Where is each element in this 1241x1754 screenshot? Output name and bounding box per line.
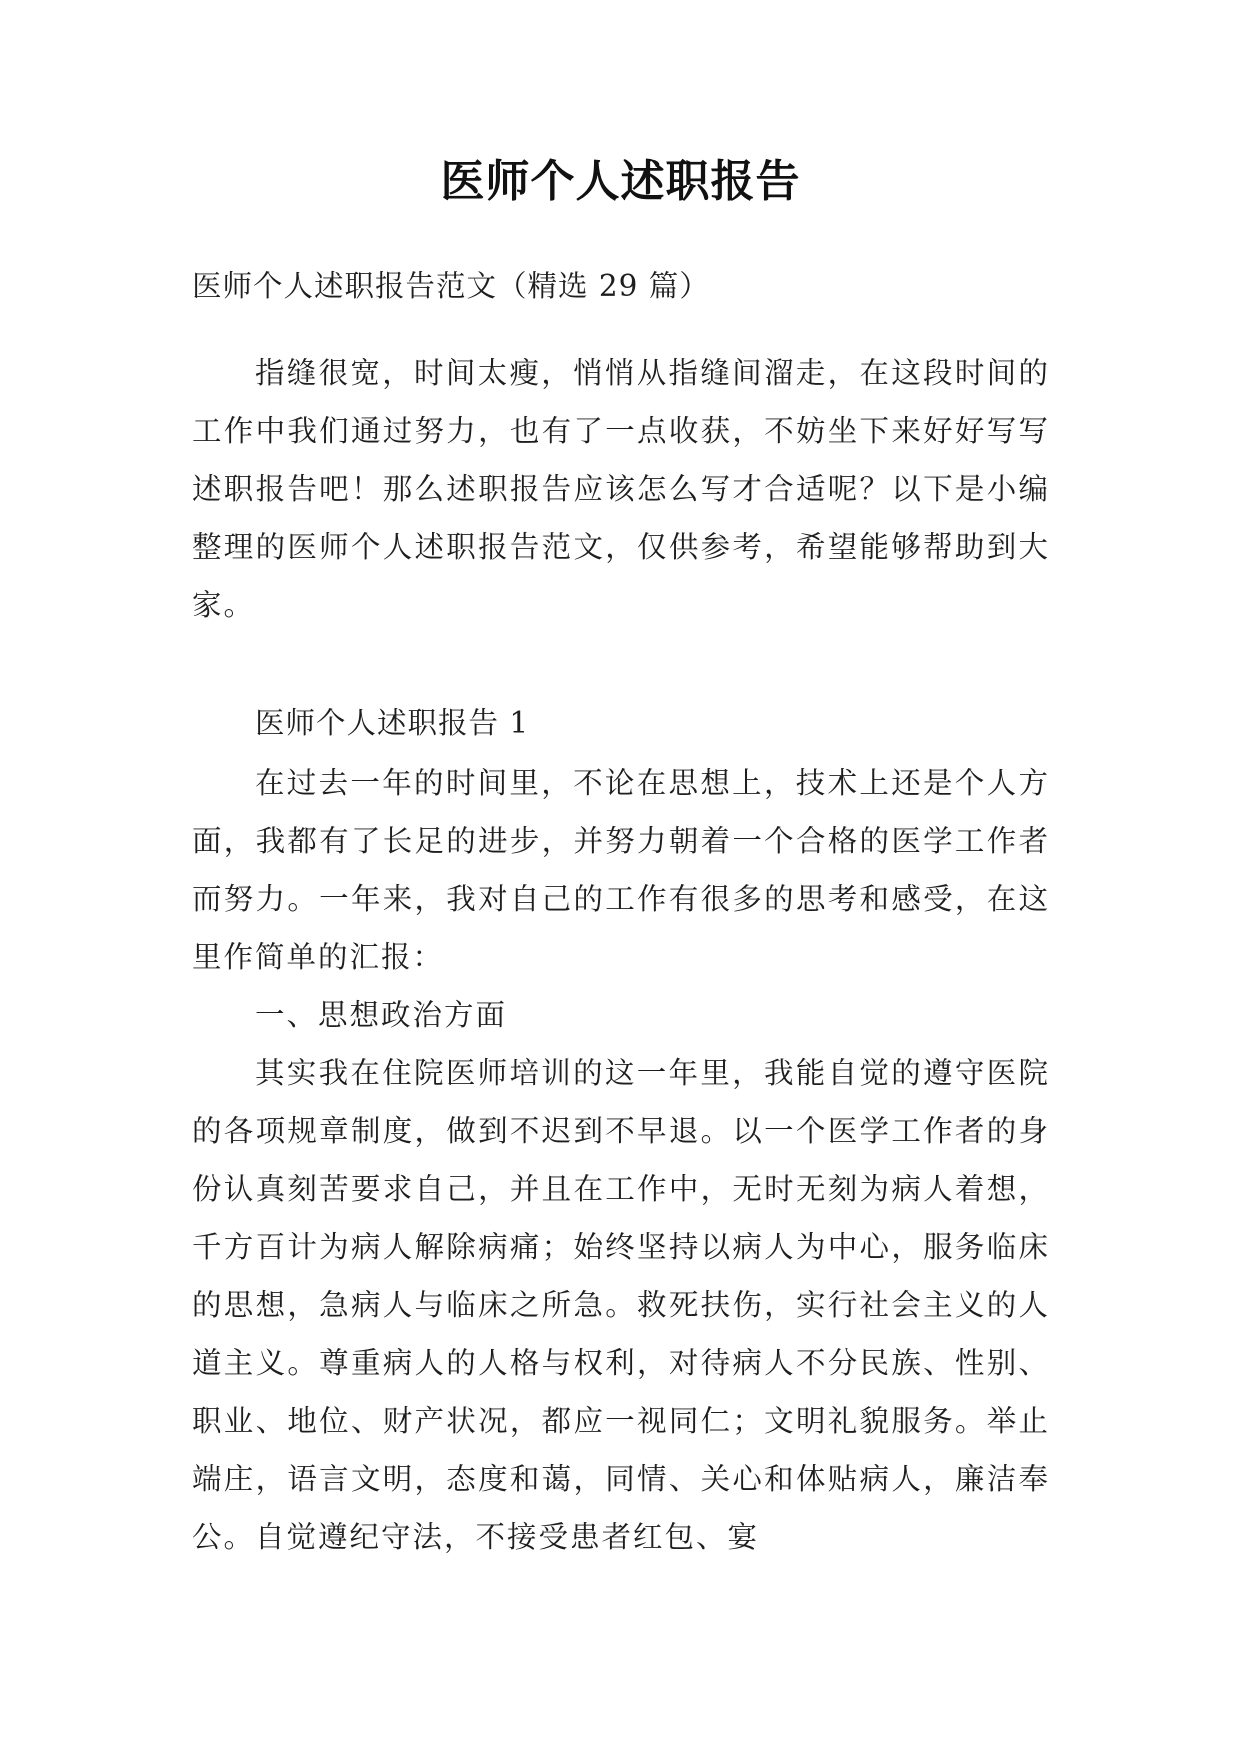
document-subtitle: 医师个人述职报告范文（精选 29 篇） [192, 269, 710, 303]
subsection-heading: 一、思想政治方面 [255, 998, 508, 1032]
section-body [192, 754, 1050, 1566]
body-paragraph: 在过去一年的时间里，不论在思想上，技术上还是个人方面，我都有了长足的进步，并努力朝着一个合格的医学工作者而努力。一年来，我对自己的工作有很多的思考和感受，在这里作简单的汇报： [192, 766, 1050, 974]
body-paragraph: 其实我在住院医师培训的这一年里，我能自觉的遵守医院的各项规章制度，做到不迟到不早退。以一个医学工作者的身份认真刻苦要求自己，并且在工作中，无时无刻为病人着想，千方百计为病人解除病痛；始终坚持以病人为中心，服务临床的思想，急病人与临床之所急。救死扶伤，实行社会主义的人道主义。尊重病人的人格与权利，对待病人不分民族、性别、职业、地位、财产状况，都应一视同仁；文明礼貌服务。举止端庄，语言文明，态度和蔼，同情、关心和体贴病人，廉洁奉公。自觉遵纪守法，不接受患者红包、宴 [192, 1056, 1050, 1554]
intro-paragraph: 指缝很宽，时间太瘦，悄悄从指缝间溜走，在这段时间的工作中我们通过努力，也有了一点收获，不妨坐下来好好写写述职报告吧！那么述职报告应该怎么写才合适呢？以下是小编整理的医师个人述职报告范文，仅供参考，希望能够帮助到大家。 [192, 356, 1050, 622]
section-heading: 医师个人述职报告 1 [255, 706, 530, 740]
document-title: 医师个人述职报告 [440, 156, 801, 207]
